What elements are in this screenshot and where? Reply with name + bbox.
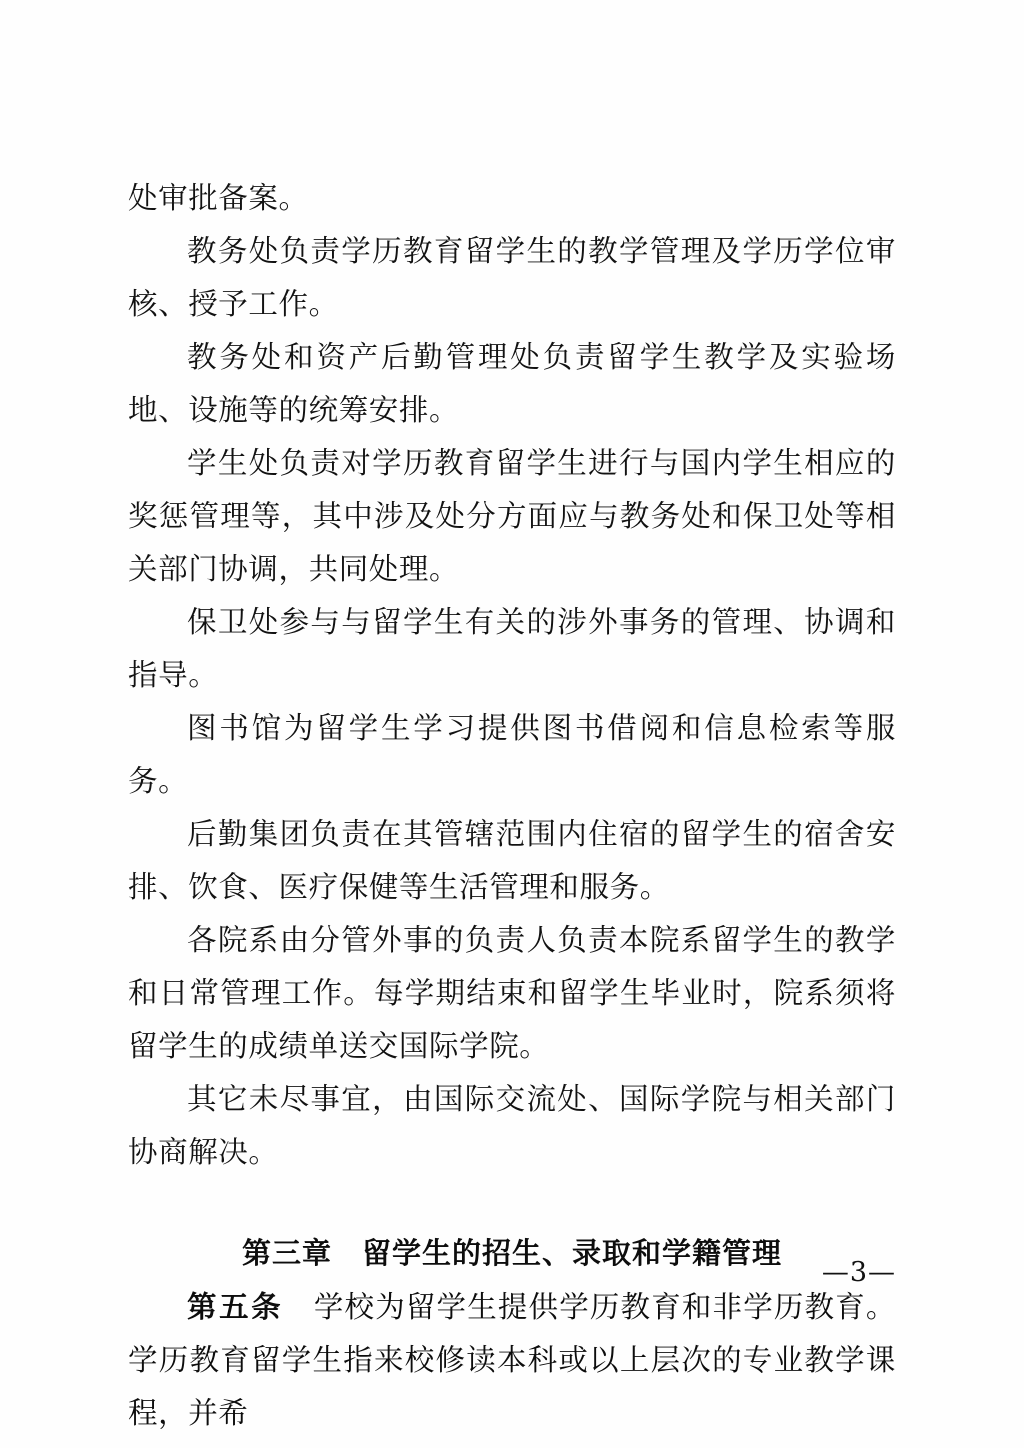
paragraph: 保卫处参与与留学生有关的涉外事务的管理、协调和指导。 xyxy=(128,605,896,692)
page-body xyxy=(128,172,896,1440)
article-paragraph xyxy=(128,1280,896,1440)
paragraph: 图书馆为留学生学习提供图书借阅和信息检索等服务。 xyxy=(128,711,896,798)
article-body: 学校为留学生提供学历教育和非学历教育。学历教育留学生指来校修读本科或以上层次的专业教学课程，并希 xyxy=(128,1290,896,1430)
paragraph: 处审批备案。 xyxy=(128,181,309,215)
paragraph: 后勤集团负责在其管辖范围内住宿的留学生的宿舍安排、饮食、医疗保健等生活管理和服务。 xyxy=(128,817,896,904)
paragraph: 教务处负责学历教育留学生的教学管理及学历学位审核、授予工作。 xyxy=(128,234,896,321)
paragraph: 其它未尽事宜，由国际交流处、国际学院与相关部门协商解决。 xyxy=(128,1082,896,1169)
page-number: —3— xyxy=(821,1257,896,1288)
paragraph: 教务处和资产后勤管理处负责留学生教学及实验场地、设施等的统筹安排。 xyxy=(128,340,896,427)
chapter-heading: 第三章 留学生的招生、录取和学籍管理 xyxy=(241,1236,782,1270)
article-label: 第五条 xyxy=(187,1289,284,1324)
paragraph: 学生处负责对学历教育留学生进行与国内学生相应的奖惩管理等，其中涉及处分方面应与教务处和保卫处等相关部门协调，共同处理。 xyxy=(128,446,896,586)
paragraph: 各院系由分管外事的负责人负责本院系留学生的教学和日常管理工作。每学期结束和留学生毕业时，院系须将留学生的成绩单送交国际学院。 xyxy=(128,923,896,1063)
